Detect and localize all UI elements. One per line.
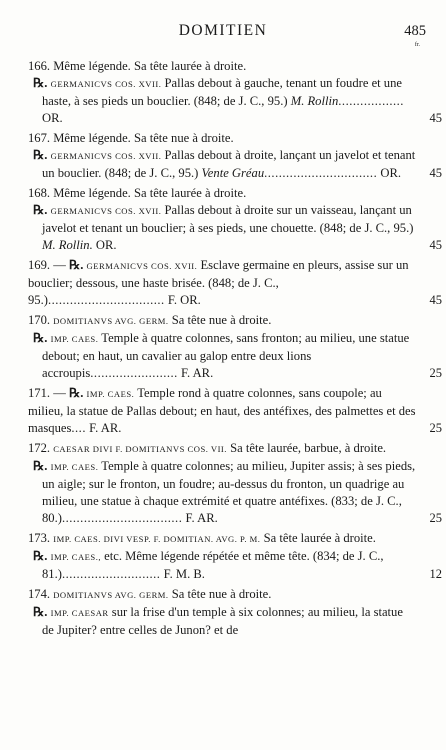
price: 45: [429, 111, 442, 125]
entry-number: 168.: [28, 186, 51, 200]
reverse-description: Temple à quatre colonnes, sans fronton; au milieu, une statue debout; en haut, un cavalier au galop entre deux lions accroupis: [42, 331, 410, 380]
entry-number: 166.: [28, 59, 51, 73]
entry-reverse: [28, 604, 416, 639]
entry-reverse: [28, 458, 442, 527]
entry-heading: [28, 185, 416, 202]
reverse-symbol: ℞.: [33, 331, 48, 345]
reverse-description: Temple à quatre colonnes; au milieu, Jupiter assis; à ses pieds, un aigle; sur le fronton, un foudre; au-dessus du fronton, un quadrige au milieu, une statue à chaque extrémité et quatre antéfixes. (833; de J. C., 80.): [42, 459, 416, 525]
obverse-description: Même légende. Sa tête laurée à droite.: [53, 59, 247, 73]
metal: OR.: [42, 111, 63, 125]
price: 25: [429, 366, 442, 380]
obverse-description: Sa tête laurée à droite.: [263, 531, 376, 545]
metal: F. AR.: [89, 421, 122, 435]
obverse-description: Sa tête laurée, barbue, à droite.: [230, 441, 387, 455]
metal: OR.: [380, 166, 402, 180]
dot-leader: ...............................: [264, 166, 378, 180]
reverse-symbol: ℞.: [33, 148, 48, 162]
reverse-legend: GERMANICVS COS. XVII.: [50, 151, 162, 161]
entry-reverse: [28, 202, 442, 254]
obverse-description: Sa tête nue à droite.: [171, 313, 272, 327]
entry-heading: [28, 58, 416, 75]
entry-number: 174.: [28, 587, 51, 601]
reverse-description: Temple rond à quatre colonnes, sans coupole; au milieu, la statue de Pallas debout; en haut, des antéfixes, des palmettes et des masques: [28, 386, 416, 435]
metal: F. M. B.: [163, 567, 205, 581]
obverse-description: Même légende. Sa tête nue à droite.: [53, 131, 234, 145]
dot-leader: ....: [71, 421, 86, 435]
reverse-source: M. Rollin: [290, 94, 339, 108]
metal: F. AR.: [180, 366, 214, 380]
reverse-legend: GERMANICVS COS. XVII.: [86, 261, 198, 271]
obverse-legend: IMP. CAES. DIVI VESP. F. DOMITIAN. AVG. P. M.: [53, 534, 261, 544]
metal: OR.: [95, 238, 117, 252]
entry-reverse: [28, 147, 442, 182]
reverse-description: Esclave germaine en pleurs, assise sur un bouclier; dessous, une haste brisée. (848; de J. C., 95.): [28, 258, 409, 307]
reverse-symbol: ℞.: [33, 549, 48, 563]
dot-leader: .................................: [61, 511, 183, 525]
price: 25: [429, 511, 442, 525]
reverse-legend: IMP. CAES.: [50, 462, 99, 472]
reverse-symbol: ℞.: [33, 459, 48, 473]
signature-mark: fr.: [414, 42, 420, 48]
entry-heading: [28, 130, 416, 147]
reverse-source: Vente Gréau: [201, 166, 265, 180]
entry-heading: [28, 440, 416, 458]
dot-leader: ..................: [338, 94, 404, 108]
price: 25: [429, 421, 442, 435]
reverse-legend: GERMANICVS COS. XVII.: [50, 79, 162, 89]
entry-number: 173.: [28, 531, 51, 545]
reverse-legend: IMP. CAES.: [50, 334, 99, 344]
reverse-description: sur la frise d'un temple à six colonnes; au milieu, la statue de Jupiter? entre celles de Junon? et de: [42, 605, 403, 637]
obverse-description: Même légende. Sa tête laurée à droite.: [53, 186, 247, 200]
reverse-symbol: ℞.: [68, 258, 84, 272]
price: 12: [429, 567, 442, 581]
entry-block: [28, 257, 442, 309]
catalog-body: [28, 58, 442, 639]
reverse-description: etc. Même légende répétée et même tête. (834; de J. C., 81.): [42, 549, 384, 581]
reverse-symbol: ℞.: [33, 203, 48, 217]
price: 45: [429, 238, 442, 252]
entry-number: 171. —: [28, 386, 66, 400]
page-header: [0, 22, 446, 46]
dot-leader: ...........................: [61, 567, 161, 581]
running-title: DOMITIEN: [178, 22, 268, 39]
dot-leader: ................................: [47, 293, 165, 307]
price: 45: [429, 293, 442, 307]
reverse-legend: IMP. CAES.,: [50, 552, 101, 562]
metal: F. AR.: [185, 511, 218, 525]
reverse-source: M. Rollin.: [42, 238, 93, 252]
entry-block: [28, 385, 442, 437]
entry-number: 169. —: [28, 258, 66, 272]
price: 45: [429, 166, 442, 180]
obverse-legend: DOMITIANVS AVG. GERM.: [53, 590, 169, 600]
entry-reverse: [28, 75, 442, 127]
reverse-legend: IMP. CAES.: [86, 389, 135, 399]
reverse-symbol: ℞.: [68, 386, 84, 400]
entry-heading: [28, 530, 416, 548]
reverse-description: Pallas debout à gauche, tenant un foudre et une haste, à ses pieds un bouclier. (848; de J. C., 95.): [42, 76, 402, 108]
page-number: 485: [404, 23, 426, 39]
reverse-symbol: ℞.: [33, 76, 48, 90]
entry-number: 167.: [28, 131, 51, 145]
reverse-legend: GERMANICVS COS. XVII.: [50, 206, 162, 216]
entry-number: 172.: [28, 441, 51, 455]
obverse-description: Sa tête nue à droite.: [171, 587, 272, 601]
entry-reverse: [28, 548, 442, 583]
metal: F. OR.: [167, 293, 201, 307]
entry-heading: [28, 312, 416, 330]
reverse-legend: IMP. CAESAR: [50, 608, 109, 618]
reverse-description: Pallas debout à droite sur un vaisseau, lançant un javelot et tenant un bouclier; à ses pieds, une chouette. (848; de J. C., 95.): [42, 203, 414, 235]
obverse-legend: CAESAR DIVI F. DOMITIANVS COS. VII.: [53, 444, 227, 454]
reverse-description: Pallas debout à droite, lançant un javelot et tenant un bouclier. (848; de J. C., 95.): [42, 148, 416, 180]
obverse-legend: DOMITIANVS AVG. GERM.: [53, 316, 169, 326]
dot-leader: ........................: [90, 366, 178, 380]
entry-number: 170.: [28, 313, 51, 327]
entry-heading: [28, 586, 416, 604]
reverse-symbol: ℞.: [33, 605, 48, 619]
entry-reverse: [28, 330, 442, 382]
